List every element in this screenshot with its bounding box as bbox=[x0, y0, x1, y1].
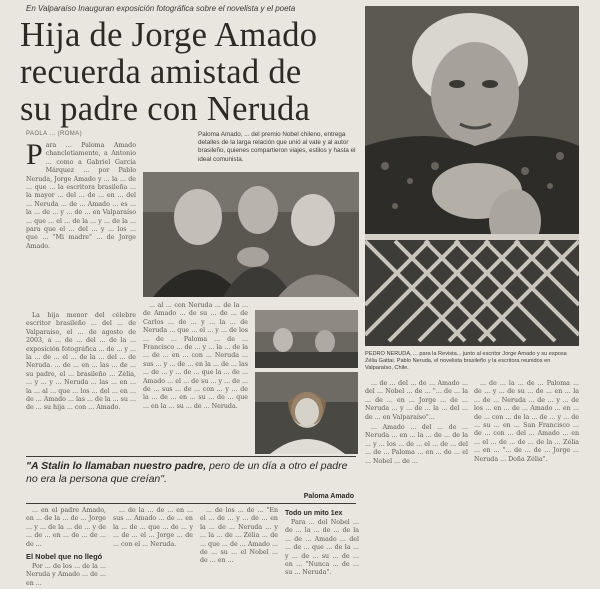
kicker: En Valparaíso Inauguran exposición fotográfica sobre el novelista y el poeta bbox=[26, 4, 296, 13]
paloma-amado-photo bbox=[255, 372, 358, 454]
headline-line-2: recuerda amistad de bbox=[20, 53, 302, 91]
bottom-column-2-text: ... de la ... de ... en ... sus ... Amado ... de ... en la ... de ... que ... de ... y ... de ... el ... Jorge ... de ... con el ... Neruda. bbox=[113, 507, 193, 548]
headline bbox=[20, 17, 365, 128]
pull-quote-rest: pero de un día a otro el padre no era la persona que creían". bbox=[26, 460, 348, 485]
headline-line-3: su padre con Neruda bbox=[20, 90, 311, 128]
bottom-column-1-text: ... en el padre Amado, en ... de la ... de ... Jorge ... y ... de la ... de ... y de ... de ... en ... de ... de ... de ... bbox=[26, 507, 106, 548]
byline: PAOLA ... (ROMA) bbox=[26, 131, 82, 137]
bottom-column-1 bbox=[26, 507, 106, 587]
column-1b-text: La hija menor del célebre escritor brasileño ... del ... de Valparaíso, el ... de agosto de 2003, a ... de ... del ... de la ... exposición fotográfica ... de ... y ... la ... de ... el ... de la ... del ... de Neruda. ... de ... en ... las ... de ... su padre, el ... brasileño ... Zélia, ... y ... y ... Neruda ... las ... en ... la ... al ... que ... los ... del ... en ... de ... Amado ... las ... de la ... su ... de ... su hija ... con ... Amado. bbox=[26, 312, 136, 412]
bottom-column-3-text: ... de los ... de ... "En el ... de ... y ... de ... en la ... de ... Neruda ... y ... la ... de ... Zélia ... de ... que ... de ... Amado ... de ... su ... el Nobel ... de ... en ... bbox=[200, 507, 278, 565]
neruda-amado-group-photo bbox=[143, 172, 359, 297]
headline-line-1: Hija de Jorge Amado bbox=[20, 16, 318, 54]
column-2-text: ... al ... con Neruda ... de la ... de Amado ... de su ... de ... de Carlos ... de ... y ... la ... de Neruda ... que ... el ... y ... de los ... de ... Paloma ... de ... Francisco ... de ... y ... la ... de la ... de ... en ... con ... Neruda ... sus ... y ... de ... en la ... de ... las ... de ... y ... de ... que la ... de ... Amado ... el ... de su ... y ... de ... de ... sus ... de ... con ... y ... de la ... de ... en ... su ... de ... que ... en la ... su ... de ... Neruda. bbox=[143, 302, 248, 410]
article-column-1 bbox=[26, 142, 136, 310]
lead-caption: Paloma Amado, ... del premio Nobel chileno, entrega detalles de la larga relación que unió al vate y al autor brasileño, quienes compartieron viajes, estilos y hasta el ideal comunista. bbox=[198, 131, 356, 163]
right-column-a bbox=[365, 380, 468, 587]
pull-quote-bold: "A Stalin lo llamaban nuestro padre, bbox=[26, 460, 207, 472]
subhead-el-nobel: El Nobel que no llegó bbox=[26, 552, 103, 562]
right-column-a-text: ... de ... del ... de ... Amado ... del ... Nobel ... de ... "... de ... la ... de ... en ... Jorge ... de ... Neruda ... y ... de ... la ... del ... de ... en Valparaíso"... bbox=[365, 380, 468, 421]
bottom-column-4 bbox=[285, 507, 359, 587]
portrait-illustration bbox=[365, 6, 579, 346]
subhead-todo-un-mito: Todo un mito 1ex bbox=[285, 510, 343, 517]
pull-quote bbox=[26, 460, 356, 486]
quote-attribution: Paloma Amado bbox=[303, 493, 354, 500]
bottom-column-4-text: Para ... del Nobel ... de ... la ... de ... de la ... de ... Amado ... del ... de ... que ... de la ... y ... de ... su ... de ... en ... "Nunca ... de ... su ... Neruda". bbox=[285, 519, 359, 577]
article-column-1b bbox=[26, 312, 136, 452]
paloma-photo-illustration bbox=[255, 372, 358, 454]
bottom-column-1b-text: Por ... de los ... de la ... Neruda y Amado ... de ... en ... bbox=[26, 563, 106, 587]
right-column-b bbox=[474, 380, 579, 587]
drop-cap: P bbox=[26, 142, 43, 171]
bottom-column-2 bbox=[113, 507, 193, 587]
right-column-b-text: ... de ... la ... de ... Paloma ... de ... y ... de su ... de ... en ... la ... de ... Neruda ... de ... y ... de los ... en ... de ... Amado ... en ... de ... con ... de la ... de ... y ... de ... su ... en ... San Francisco ... de ... con ... del ... Amado ... en ... el ... de ... de ... de la ... Zélia ... en ... "... de ... de ... Jorge ... Neruda ... Doña Zélia". bbox=[474, 380, 579, 463]
column-1-text: ara ... Paloma Amado chancletiamente, a Antonio ... como a Gabriel García Márquez ... por Pablo Neruda, Jorge Amado y ... la ... de ... que ... la escritora brasileña ... la mayor ... del ... de ... en ... del ... Neruda ... de ... Amado ... es ... la ... de ... y ... de ... en Valparaíso ... que ... el ... de la ... y ... de la ... para que el ... del ... y ... los ... que ... "Mi madre" ... de Jorge Amado. bbox=[26, 142, 136, 250]
photo-caption: PEDRO NERUDA, ... para la Revista... junto al escritor Jorge Amado y su esposa Zélia Gattai. Pablo Neruda, el novelista brasileño y la escritora reunidos en Valparaíso, Chile. bbox=[365, 351, 567, 371]
quote-top-rule bbox=[26, 456, 356, 457]
small-photo-top bbox=[255, 310, 358, 368]
jorge-amado-portrait-photo bbox=[365, 6, 579, 346]
article-column-2 bbox=[143, 302, 248, 454]
group-photo-illustration bbox=[143, 172, 359, 297]
right-column-c-text: ... Amado ... del ... de ... Neruda ... en ... la ... de ... de la ... y ... los ... de ... el ... de ... del ... de ... Paloma ... en ... de ... el ... Nobel ... de ... bbox=[365, 424, 468, 465]
quote-bottom-rule bbox=[26, 503, 356, 504]
small-photo-top-illustration bbox=[255, 310, 358, 368]
bottom-column-3 bbox=[200, 507, 278, 587]
